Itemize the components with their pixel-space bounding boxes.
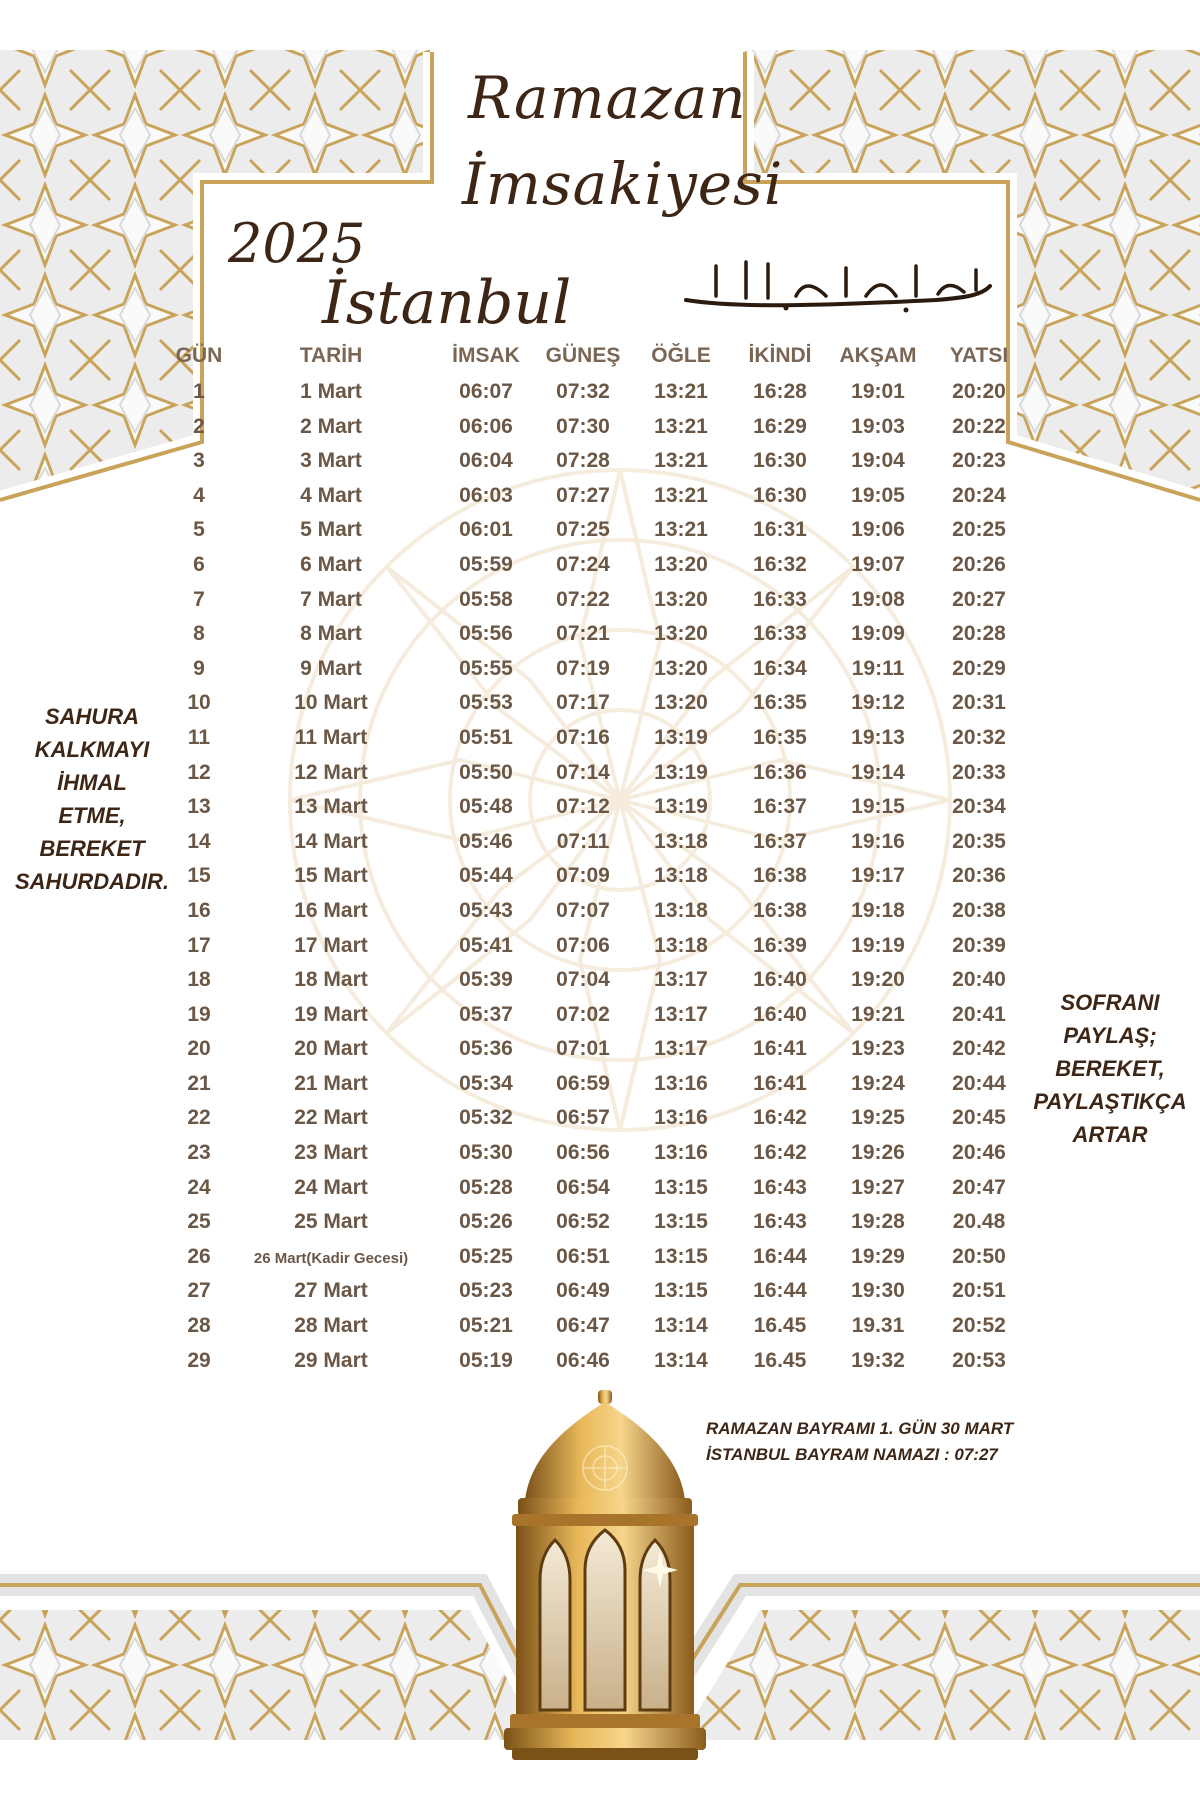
cell-ogle: 13:18 xyxy=(654,829,708,853)
sahur-note xyxy=(4,700,180,898)
sofra-note-line: PAYLAŞTIKÇA xyxy=(1033,1089,1187,1114)
table-row xyxy=(150,795,1006,830)
sahur-note-line: SAHURA xyxy=(44,704,140,729)
cell-gun: 27 xyxy=(187,1279,211,1303)
cell-ogle: 13:21 xyxy=(654,483,708,507)
cell-ikindi: 16:43 xyxy=(753,1175,807,1199)
cell-tarih: 3 Mart xyxy=(300,449,362,473)
sahur-note-line: KALKMAYI xyxy=(34,737,150,762)
sofra-note-line: ARTAR xyxy=(1072,1122,1148,1147)
cell-gun: 19 xyxy=(187,1002,211,1026)
cell-tarih: 4 Mart xyxy=(300,483,362,507)
cell-gunes: 06:52 xyxy=(556,1210,610,1234)
cell-imsak: 06:07 xyxy=(459,380,513,403)
cell-imsak: 05:44 xyxy=(459,864,513,888)
table-row xyxy=(150,864,1006,899)
header-yatsi: YATSI xyxy=(949,344,1009,367)
cell-gunes: 07:27 xyxy=(556,483,610,507)
cell-gunes: 07:12 xyxy=(556,795,610,819)
cell-ogle: 13:16 xyxy=(654,1141,708,1165)
cell-yatsi: 20:35 xyxy=(952,829,1006,853)
cell-ikindi: 16:38 xyxy=(753,864,807,888)
table-row xyxy=(150,656,1006,692)
cell-yatsi: 20:36 xyxy=(952,864,1006,888)
cell-yatsi: 20:24 xyxy=(952,483,1006,507)
cell-ogle: 13:15 xyxy=(654,1279,708,1303)
table-row xyxy=(150,1279,1006,1314)
cell-aksam: 19:03 xyxy=(851,414,905,438)
cell-imsak: 05:53 xyxy=(459,691,513,715)
cell-gun: 4 xyxy=(193,483,205,507)
cell-tarih: 1 Mart xyxy=(300,380,362,403)
cell-ikindi: 16:33 xyxy=(753,587,807,611)
cell-imsak: 05:36 xyxy=(459,1037,513,1061)
cell-yatsi: 20:22 xyxy=(952,414,1006,438)
cell-tarih: 6 Mart xyxy=(300,552,362,576)
cell-ogle: 13:21 xyxy=(654,449,708,473)
cell-aksam: 19:24 xyxy=(851,1071,905,1095)
cell-gunes: 07:24 xyxy=(556,552,610,576)
cell-gunes: 07:11 xyxy=(556,829,610,853)
cell-ikindi: 16:31 xyxy=(753,518,807,542)
cell-gun: 1 xyxy=(193,380,205,403)
cell-tarih: 17 Mart xyxy=(294,933,368,957)
cell-tarih: 27 Mart xyxy=(294,1279,368,1303)
cell-yatsi: 20:27 xyxy=(952,587,1006,611)
cell-aksam: 19:18 xyxy=(851,898,905,922)
header-gunes: GÜNEŞ xyxy=(545,344,621,367)
cell-yatsi: 20:45 xyxy=(952,1106,1006,1130)
table-row xyxy=(150,725,1006,761)
cell-aksam: 19:20 xyxy=(851,968,905,992)
cell-gunes: 07:32 xyxy=(556,380,610,403)
cell-imsak: 05:43 xyxy=(459,898,513,922)
cell-aksam: 19:01 xyxy=(851,380,905,403)
cell-aksam: 19:29 xyxy=(851,1244,905,1268)
cell-yatsi: 20:38 xyxy=(952,898,1006,922)
table-row xyxy=(150,518,1006,553)
cell-gun: 28 xyxy=(187,1314,211,1338)
cell-gun: 12 xyxy=(187,760,211,784)
cell-gunes: 07:30 xyxy=(556,414,610,438)
cell-ikindi: 16:29 xyxy=(753,414,807,438)
cell-ikindi: 16:42 xyxy=(753,1106,807,1130)
table-row xyxy=(150,587,1006,623)
cell-aksam: 19:21 xyxy=(851,1002,905,1026)
cell-aksam: 19:11 xyxy=(851,656,905,680)
cell-ikindi: 16:40 xyxy=(753,1002,807,1026)
cell-tarih: 24 Mart xyxy=(294,1175,368,1199)
cell-gun: 26 xyxy=(187,1244,211,1268)
table-row xyxy=(150,483,1006,519)
cell-ogle: 13:15 xyxy=(654,1210,708,1234)
table-row xyxy=(150,414,1006,450)
cell-yatsi: 20:28 xyxy=(952,622,1006,646)
cell-imsak: 05:25 xyxy=(459,1244,513,1268)
table-row xyxy=(150,1244,1006,1280)
cell-tarih: 9 Mart xyxy=(300,656,362,680)
cell-gunes: 06:51 xyxy=(556,1244,610,1268)
cell-yatsi: 20:39 xyxy=(952,933,1006,957)
cell-imsak: 05:48 xyxy=(459,795,513,819)
header-aksam: AKŞAM xyxy=(839,344,917,367)
cell-gunes: 07:14 xyxy=(556,760,610,784)
cell-gunes: 06:46 xyxy=(556,1348,610,1372)
cell-tarih: 13 Mart xyxy=(294,795,368,819)
cell-imsak: 05:37 xyxy=(459,1002,513,1026)
cell-ogle: 13:21 xyxy=(654,380,708,403)
cell-ikindi: 16:44 xyxy=(753,1244,807,1268)
header-ogle: ÖĞLE xyxy=(651,344,711,367)
table-row xyxy=(150,1106,1006,1141)
cell-gun: 10 xyxy=(187,691,211,715)
table-row xyxy=(150,933,1006,969)
table-row xyxy=(150,691,1006,726)
cell-aksam: 19:09 xyxy=(851,622,905,646)
table-row xyxy=(150,1002,1006,1038)
cell-imsak: 05:30 xyxy=(459,1141,513,1165)
cell-imsak: 05:55 xyxy=(459,656,513,680)
table-row xyxy=(150,1314,1006,1349)
cell-tarih: 25 Mart xyxy=(294,1210,368,1234)
cell-imsak: 05:26 xyxy=(459,1210,513,1234)
cell-gun: 14 xyxy=(187,829,211,853)
cell-yatsi: 20:20 xyxy=(952,380,1006,403)
cell-imsak: 06:03 xyxy=(459,483,513,507)
cell-gunes: 07:19 xyxy=(556,656,610,680)
cell-aksam: 19:28 xyxy=(851,1210,905,1234)
cell-imsak: 05:32 xyxy=(459,1106,513,1130)
header-imsak: İMSAK xyxy=(452,344,520,367)
cell-aksam: 19:06 xyxy=(851,518,905,542)
cell-gunes: 07:28 xyxy=(556,449,610,473)
cell-imsak: 05:39 xyxy=(459,968,513,992)
cell-ikindi: 16:38 xyxy=(753,898,807,922)
cell-imsak: 05:21 xyxy=(459,1314,513,1338)
cell-gunes: 06:59 xyxy=(556,1071,610,1095)
table-row xyxy=(150,898,1006,934)
cell-aksam: 19:32 xyxy=(851,1348,905,1372)
cell-aksam: 19:19 xyxy=(851,933,905,957)
header-tarih: TARİH xyxy=(299,344,363,367)
cell-ikindi: 16:41 xyxy=(753,1071,807,1095)
year-label: 2025 xyxy=(228,212,366,275)
cell-ogle: 13:20 xyxy=(654,691,708,715)
cell-gunes: 07:09 xyxy=(556,864,610,888)
header-gun: GÜN xyxy=(175,344,223,367)
sofra-note-line: SOFRANI xyxy=(1060,990,1160,1015)
cell-tarih: 7 Mart xyxy=(300,587,362,611)
cell-tarih: 11 Mart xyxy=(294,725,368,749)
cell-ogle: 13:16 xyxy=(654,1071,708,1095)
cell-ikindi: 16:42 xyxy=(753,1141,807,1165)
cell-tarih: 19 Mart xyxy=(294,1002,368,1026)
cell-yatsi: 20:33 xyxy=(952,760,1006,784)
cell-yatsi: 20:52 xyxy=(952,1314,1006,1338)
cell-gunes: 06:47 xyxy=(556,1314,610,1338)
cell-aksam: 19:12 xyxy=(851,691,905,715)
table-row xyxy=(150,760,1006,796)
cell-gunes: 07:22 xyxy=(556,587,610,611)
cell-gun: 15 xyxy=(187,864,211,888)
cell-aksam: 19:05 xyxy=(851,483,905,507)
cell-ogle: 13:20 xyxy=(654,656,708,680)
cell-gun: 13 xyxy=(187,795,211,819)
cell-ikindi: 16:33 xyxy=(753,622,807,646)
cell-imsak: 05:23 xyxy=(459,1279,513,1303)
cell-yatsi: 20:26 xyxy=(952,552,1006,576)
cell-ogle: 13:19 xyxy=(654,725,708,749)
cell-gunes: 07:07 xyxy=(556,898,610,922)
lantern-icon xyxy=(500,1390,710,1762)
cell-ogle: 13:20 xyxy=(654,622,708,646)
cell-gunes: 07:04 xyxy=(556,968,610,992)
cell-tarih: 5 Mart xyxy=(300,518,362,542)
cell-aksam: 19:14 xyxy=(851,760,905,784)
cell-ogle: 13:19 xyxy=(654,795,708,819)
cell-yatsi: 20:46 xyxy=(952,1141,1006,1165)
cell-tarih: 26 Mart(Kadir Gecesi) xyxy=(253,1249,409,1267)
cell-imsak: 06:06 xyxy=(459,414,513,438)
cell-gun: 18 xyxy=(187,968,211,992)
cell-aksam: 19:15 xyxy=(851,795,905,819)
table-body xyxy=(150,380,1006,1383)
sofra-note-line: BEREKET, xyxy=(1055,1056,1165,1081)
cell-ogle: 13:18 xyxy=(654,933,708,957)
table-row xyxy=(150,1071,1006,1107)
cell-aksam: 19:26 xyxy=(851,1141,905,1165)
cell-gun: 16 xyxy=(187,898,211,922)
cell-ikindi: 16:35 xyxy=(753,691,807,715)
cell-ogle: 13:16 xyxy=(654,1106,708,1130)
table-row xyxy=(150,552,1006,588)
cell-gun: 29 xyxy=(187,1348,211,1372)
basmala-calligraphy xyxy=(676,256,996,316)
table-row xyxy=(150,829,1006,865)
cell-aksam: 19:07 xyxy=(851,552,905,576)
cell-ikindi: 16:41 xyxy=(753,1037,807,1061)
cell-ikindi: 16:34 xyxy=(753,656,807,680)
bottom-left-pattern xyxy=(0,1610,540,1740)
cell-tarih: 15 Mart xyxy=(294,864,368,888)
cell-gun: 11 xyxy=(187,725,211,749)
table-row xyxy=(150,1141,1006,1176)
cell-gun: 23 xyxy=(187,1141,211,1165)
cell-aksam: 19:27 xyxy=(851,1175,905,1199)
cell-tarih: 2 Mart xyxy=(300,414,362,438)
cell-gunes: 06:49 xyxy=(556,1279,610,1303)
city-label: İstanbul xyxy=(322,268,572,338)
cell-imsak: 06:01 xyxy=(459,518,513,542)
cell-yatsi: 20:44 xyxy=(952,1071,1006,1095)
sahur-note-line: İHMAL xyxy=(57,770,127,795)
cell-gunes: 06:57 xyxy=(556,1106,610,1130)
cell-gunes: 07:02 xyxy=(556,1002,610,1026)
cell-ogle: 13:17 xyxy=(654,968,708,992)
cell-aksam: 19:13 xyxy=(851,725,905,749)
cell-tarih: 12 Mart xyxy=(294,760,368,784)
cell-aksam: 19:17 xyxy=(851,864,905,888)
cell-tarih: 14 Mart xyxy=(294,829,368,853)
cell-ogle: 13:17 xyxy=(654,1002,708,1026)
bottom-right-pattern xyxy=(680,1610,1200,1740)
cell-ikindi: 16:36 xyxy=(753,760,807,784)
cell-ogle: 13:20 xyxy=(654,587,708,611)
cell-gun: 8 xyxy=(193,622,205,646)
table-row xyxy=(150,1348,1006,1384)
cell-ikindi: 16:35 xyxy=(753,725,807,749)
cell-aksam: 19:23 xyxy=(851,1037,905,1061)
title-ramazan: Ramazan xyxy=(468,64,747,132)
cell-yatsi: 20:34 xyxy=(952,795,1006,819)
cell-tarih: 20 Mart xyxy=(294,1037,368,1061)
cell-ogle: 13:17 xyxy=(654,1037,708,1061)
basmala-text: بسم الله الرحمن الرحيم xyxy=(830,286,842,287)
table-row xyxy=(150,968,1006,1003)
cell-gunes: 07:16 xyxy=(556,725,610,749)
cell-tarih: 8 Mart xyxy=(300,622,362,646)
cell-ogle: 13:19 xyxy=(654,760,708,784)
cell-yatsi: 20:47 xyxy=(952,1175,1006,1199)
cell-imsak: 05:50 xyxy=(459,760,513,784)
cell-yatsi: 20:42 xyxy=(952,1037,1006,1061)
cell-tarih: 29 Mart xyxy=(294,1348,368,1372)
cell-tarih: 22 Mart xyxy=(294,1106,368,1130)
cell-ikindi: 16:37 xyxy=(753,795,807,819)
sahur-note-line: SAHURDADIR. xyxy=(15,869,169,894)
cell-yatsi: 20:50 xyxy=(952,1244,1006,1268)
cell-ogle: 13:15 xyxy=(654,1244,708,1268)
cell-yatsi: 20:32 xyxy=(952,725,1006,749)
cell-imsak: 05:56 xyxy=(459,622,513,646)
cell-yatsi: 20:31 xyxy=(952,691,1006,715)
cell-aksam: 19:08 xyxy=(851,587,905,611)
cell-yatsi: 20:51 xyxy=(952,1279,1006,1303)
cell-imsak: 05:41 xyxy=(459,933,513,957)
cell-yatsi: 20:40 xyxy=(952,968,1006,992)
prayer-times-table xyxy=(150,344,1009,1383)
cell-ikindi: 16:40 xyxy=(753,968,807,992)
table-row xyxy=(150,622,1006,657)
cell-aksam: 19:25 xyxy=(851,1106,905,1130)
cell-aksam: 19:16 xyxy=(851,829,905,853)
cell-imsak: 05:46 xyxy=(459,829,513,853)
bayram-prayer-time: İSTANBUL BAYRAM NAMAZI : 07:27 xyxy=(706,1445,998,1464)
sofra-note-line: PAYLAŞ; xyxy=(1063,1023,1157,1048)
table-row xyxy=(150,1210,1006,1245)
header-ikindi: İKİNDİ xyxy=(748,344,812,367)
cell-yatsi: 20:53 xyxy=(952,1348,1006,1372)
cell-tarih: 23 Mart xyxy=(294,1141,368,1165)
cell-gun: 9 xyxy=(193,656,205,680)
cell-ogle: 13:14 xyxy=(654,1314,708,1338)
table-row xyxy=(150,1037,1006,1072)
cell-gun: 7 xyxy=(193,587,205,611)
cell-tarih: 28 Mart xyxy=(294,1314,368,1338)
cell-ikindi: 16:28 xyxy=(753,380,807,403)
cell-tarih: 10 Mart xyxy=(294,691,368,715)
cell-tarih: 16 Mart xyxy=(294,898,368,922)
cell-gun: 20 xyxy=(187,1037,211,1061)
cell-ogle: 13:18 xyxy=(654,864,708,888)
cell-yatsi: 20:41 xyxy=(952,1002,1006,1026)
cell-ikindi: 16:32 xyxy=(753,552,807,576)
cell-gunes: 07:01 xyxy=(556,1037,610,1061)
bayram-date: RAMAZAN BAYRAMI 1. GÜN 30 MART xyxy=(706,1419,1014,1438)
cell-tarih: 18 Mart xyxy=(294,968,368,992)
table-row xyxy=(150,380,1006,415)
cell-gun: 3 xyxy=(193,449,205,473)
cell-aksam: 19:04 xyxy=(851,449,905,473)
cell-gun: 2 xyxy=(193,414,205,438)
cell-imsak: 05:19 xyxy=(459,1348,513,1372)
cell-imsak: 05:51 xyxy=(459,725,513,749)
table-header xyxy=(150,344,1009,380)
title-imsakiyesi: İmsakiyesi xyxy=(462,150,784,218)
cell-ogle: 13:21 xyxy=(654,414,708,438)
cell-ikindi: 16:30 xyxy=(753,449,807,473)
cell-ogle: 13:20 xyxy=(654,552,708,576)
cell-aksam: 19.31 xyxy=(851,1314,905,1338)
cell-gun: 6 xyxy=(193,552,205,576)
cell-ogle: 13:21 xyxy=(654,518,708,542)
table-row xyxy=(150,1175,1006,1211)
cell-imsak: 05:28 xyxy=(459,1175,513,1199)
cell-gunes: 07:21 xyxy=(556,622,610,646)
cell-ikindi: 16.45 xyxy=(753,1348,807,1372)
cell-gunes: 06:56 xyxy=(556,1141,610,1165)
cell-ikindi: 16:30 xyxy=(753,483,807,507)
cell-ogle: 13:15 xyxy=(654,1175,708,1199)
cell-gun: 5 xyxy=(193,518,205,542)
cell-yatsi: 20:29 xyxy=(952,656,1006,680)
cell-gun: 25 xyxy=(187,1210,211,1234)
cell-imsak: 05:59 xyxy=(459,552,513,576)
cell-imsak: 05:34 xyxy=(459,1071,513,1095)
cell-gunes: 07:17 xyxy=(556,691,610,715)
cell-ogle: 13:18 xyxy=(654,898,708,922)
cell-gunes: 07:25 xyxy=(556,518,610,542)
cell-gun: 21 xyxy=(187,1071,211,1095)
cell-gun: 22 xyxy=(187,1106,211,1130)
sahur-note-line: BEREKET xyxy=(39,836,145,861)
cell-ikindi: 16:43 xyxy=(753,1210,807,1234)
cell-yatsi: 20.48 xyxy=(952,1210,1006,1234)
cell-aksam: 19:30 xyxy=(851,1279,905,1303)
cell-gun: 24 xyxy=(187,1175,211,1199)
cell-imsak: 05:58 xyxy=(459,587,513,611)
cell-gunes: 06:54 xyxy=(556,1175,610,1199)
table-row xyxy=(150,449,1006,484)
cell-ikindi: 16:39 xyxy=(753,933,807,957)
cell-ikindi: 16.45 xyxy=(753,1314,807,1338)
cell-ogle: 13:14 xyxy=(654,1348,708,1372)
cell-imsak: 06:04 xyxy=(459,449,513,473)
cell-ikindi: 16:44 xyxy=(753,1279,807,1303)
cell-yatsi: 20:25 xyxy=(952,518,1006,542)
cell-ikindi: 16:37 xyxy=(753,829,807,853)
cell-gunes: 07:06 xyxy=(556,933,610,957)
sofra-note xyxy=(1020,986,1200,1151)
cell-tarih: 21 Mart xyxy=(294,1071,368,1095)
cell-gun: 17 xyxy=(187,933,211,957)
cell-yatsi: 20:23 xyxy=(952,449,1006,473)
sahur-note-line: ETME, xyxy=(58,803,126,828)
